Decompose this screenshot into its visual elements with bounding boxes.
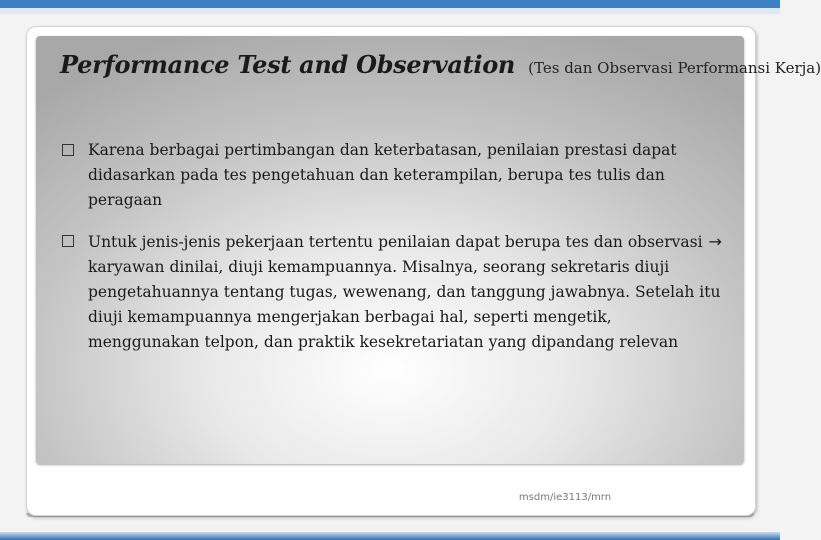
top-accent-stripe <box>0 0 780 14</box>
bullet-text: Karena berbagai pertimbangan dan keterbatasan, penilaian prestasi dapat didasarkan pada tes pengetahuan dan keterampilan, berupa tes tulis dan peragaan <box>88 141 677 209</box>
bullet-item-1 <box>62 138 722 213</box>
right-arrow-icon: → <box>708 232 722 251</box>
bottom-accent-stripe <box>0 532 780 540</box>
slide-footer: msdm/ie3113/mrn <box>518 492 612 503</box>
square-bullet-icon <box>62 144 74 156</box>
bullet-item-2 <box>62 229 722 355</box>
square-bullet-icon <box>62 235 74 247</box>
bullet-text-continued: karyawan dinilai, diuji kemampuannya. Misalnya, seorang sekretaris diuji pengetahuannya tentang tugas, wewenang, dan tanggung jawabnya. Setelah itu diuji kemampuannya mengerjakan berbagai hal, seperti mengetik, menggunakan telpon, dan praktik kesekretariatan yang dipandang relevan <box>88 258 721 351</box>
bullet-text: Untuk jenis-jenis pekerjaan tertentu penilaian dapat berupa tes dan observasi <box>88 233 703 251</box>
bullet-list <box>62 138 722 371</box>
slide-subtitle: (Tes dan Observasi Performansi Kerja) <box>528 59 821 77</box>
slide-title-row <box>60 50 821 79</box>
slide-title: Performance Test and Observation <box>60 50 516 79</box>
